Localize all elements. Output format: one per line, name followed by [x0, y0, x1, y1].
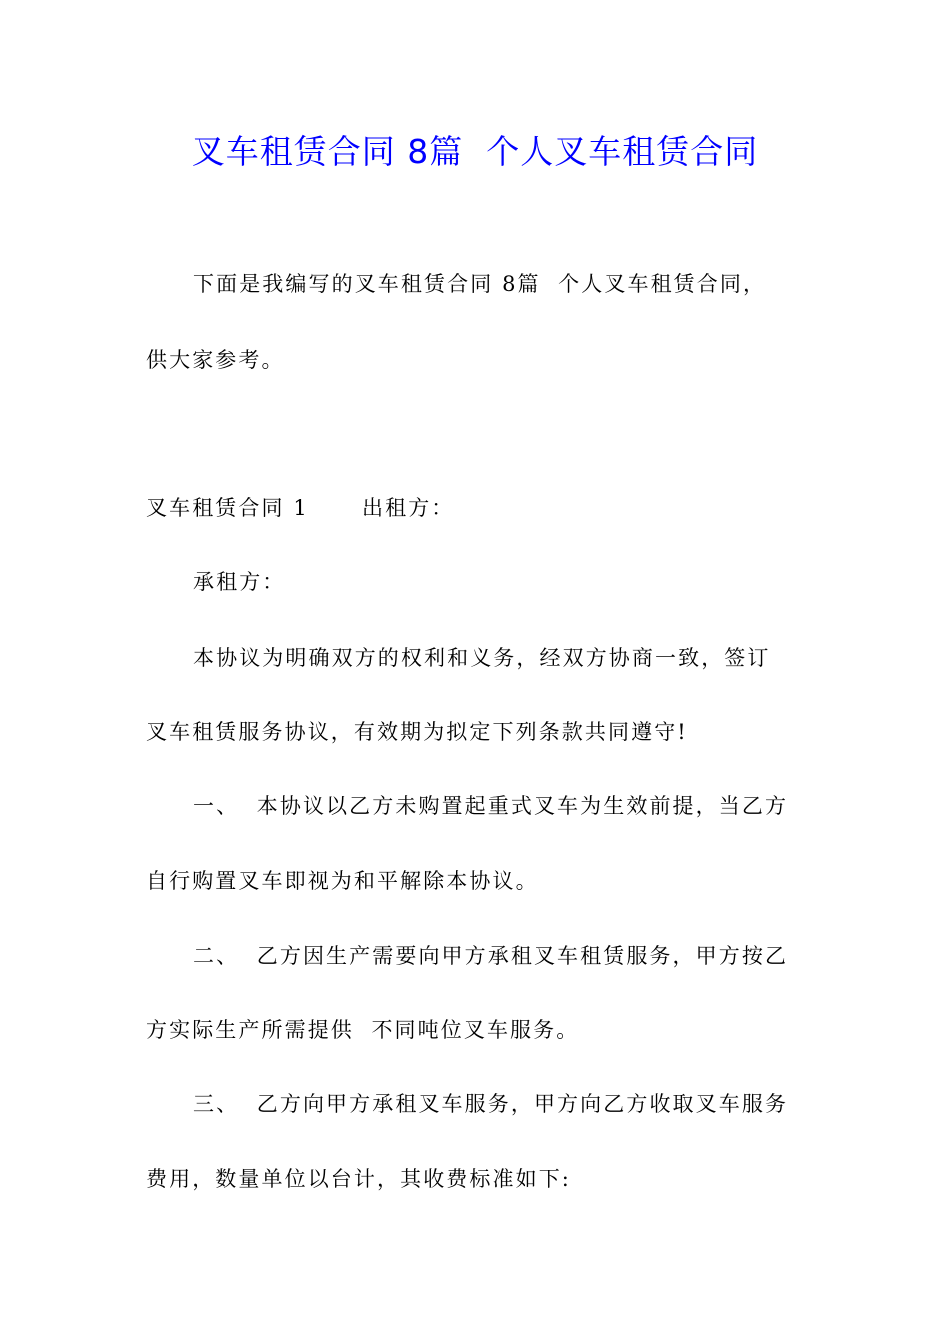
intro-line-2: 供大家参考。 — [146, 348, 285, 372]
section-heading: 叉车租赁合同 1 — [146, 496, 309, 520]
paragraph-line: 叉车租赁服务协议，有效期为拟定下列条款共同遵守! — [146, 720, 688, 744]
clause-2-line-1: 二、 乙方因生产需要向甲方承租叉车租赁服务，甲方按乙 — [193, 944, 789, 968]
clause-2-line-2: 方实际生产所需提供 不同吨位叉车服务。 — [146, 1018, 580, 1042]
clause-3-line-1: 三、 乙方向甲方承租叉车服务，甲方向乙方收取叉车服务 — [193, 1092, 789, 1116]
lessor-label: 出租方： — [362, 496, 455, 520]
clause-1-line-2: 自行购置叉车即视为和平解除本协议。 — [146, 869, 539, 893]
intro-line-1: 下面是我编写的叉车租赁合同 8篇 个人叉车租赁合同， — [193, 272, 767, 296]
lessee-label: 承租方： — [193, 570, 286, 594]
paragraph-line: 本协议为明确双方的权利和义务，经双方协商一致，签订 — [193, 646, 771, 670]
document-title: 叉车租赁合同 8篇 个人叉车租赁合同 — [191, 132, 759, 171]
clause-3-line-2: 费用，数量单位以台计，其收费标准如下: — [146, 1167, 571, 1191]
clause-1-line-1: 一、 本协议以乙方未购置起重式叉车为生效前提，当乙方 — [193, 794, 789, 818]
